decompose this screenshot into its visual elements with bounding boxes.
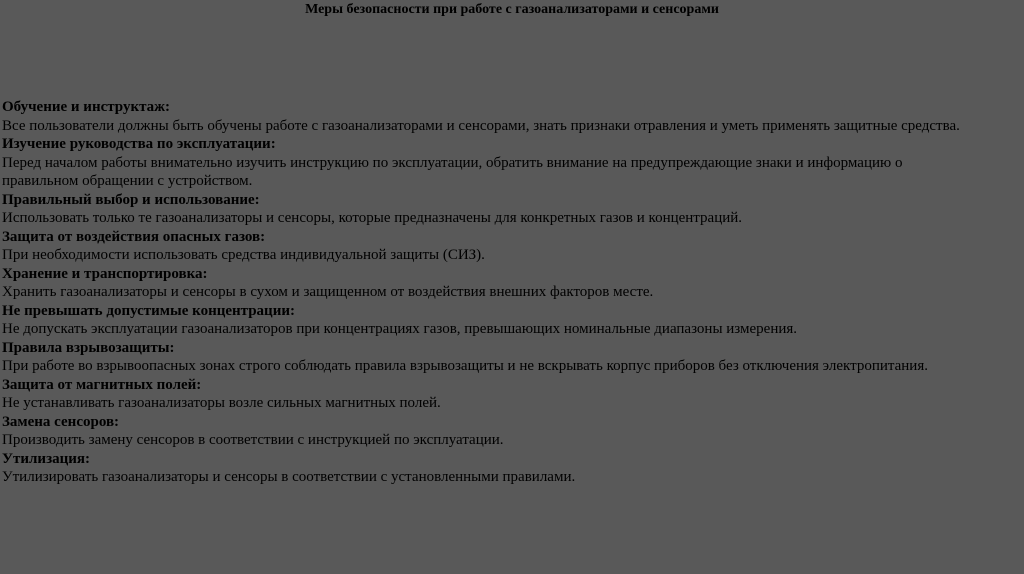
section-body-disposal: Утилизировать газоанализаторы и сенсоры в соответствии с установленными правилами. <box>2 469 576 485</box>
section-body-sensor-replacement: Производить замену сенсоров в соответствии с инструкцией по эксплуатации. <box>2 432 504 448</box>
section-body-concentrations: Не допускать эксплуатации газоанализаторов при концентрациях газов, превышающих номинальные диапазоны измерения. <box>2 321 798 337</box>
section-body-training: Все пользователи должны быть обучены работе с газоанализаторами и сенсорами, знать признаки отравления и уметь применять защитные средства. <box>2 117 960 134</box>
section-body-explosion-protection: При работе во взрывоопасных зонах строго соблюдать правила взрывозащиты и не вскрывать корпус приборов без отключения электропитания. <box>2 358 928 374</box>
section-heading-manual: Изучение руководства по эксплуатации: <box>2 136 276 152</box>
section-heading-concentrations: Не превышать допустимые концентрации: <box>2 302 295 319</box>
slide-title: Меры безопасности при работе с газоанализаторами и сенсорами <box>305 2 719 17</box>
section-body-magnetic-fields: Не устанавливать газоанализаторы возле сильных магнитных полей. <box>2 395 441 411</box>
section-heading-selection: Правильный выбор и использование: <box>2 191 260 208</box>
section-body-selection: Использовать только те газоанализаторы и сенсоры, которые предназначены для конкретных газов и концентраций. <box>2 210 743 226</box>
section-heading-magnetic-fields: Защита от магнитных полей: <box>2 376 202 393</box>
section-body-manual: Перед началом работы внимательно изучить инструкцию по эксплуатации, обратить внимание на предупреждающие знаки и информацию о правильном обращении с устройством. <box>2 154 903 189</box>
section-body-gas-protection: При необходимости использовать средства индивидуальной защиты (СИЗ). <box>2 247 485 263</box>
section-heading-disposal: Утилизация: <box>2 450 91 467</box>
section-heading-storage: Хранение и транспортировка: <box>2 265 208 282</box>
section-body-storage: Хранить газоанализаторы и сенсоры в сухом и защищенном от воздействия внешних факторов месте. <box>2 284 654 300</box>
section-heading-sensor-replacement: Замена сенсоров: <box>2 413 120 430</box>
section-heading-gas-protection: Защита от воздействия опасных газов: <box>2 228 266 245</box>
safety-rules-list <box>2 98 977 487</box>
section-heading-explosion-protection: Правила взрывозащиты: <box>2 339 175 356</box>
section-heading-training: Обучение и инструктаж: <box>2 99 171 115</box>
